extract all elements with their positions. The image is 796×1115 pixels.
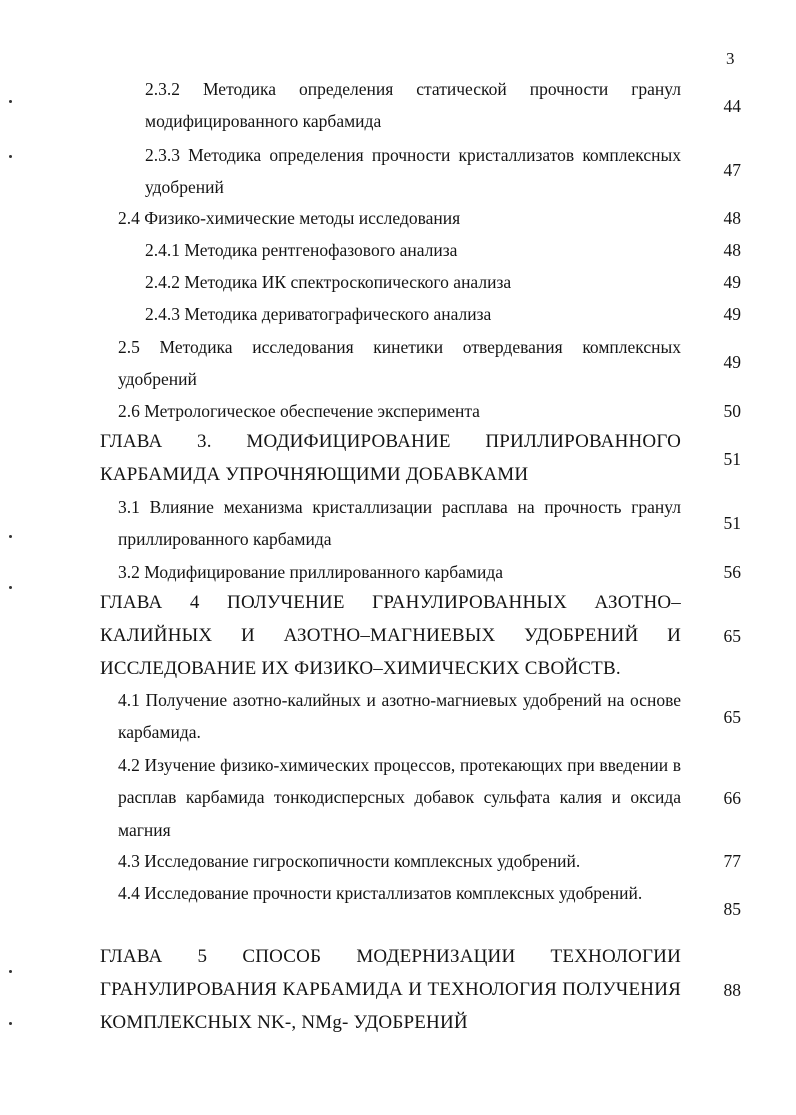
toc-entry-text: 2.5 Методика исследования кинетики отвердевания комплексных удобрений bbox=[118, 337, 681, 390]
toc-chapter-text: ГЛАВА 5 СПОСОБ МОДЕРНИЗАЦИИ ТЕХНОЛОГИИ ГРАНУЛИРОВАНИЯ КАРБАМИДА И ТЕХНОЛОГИЯ ПОЛУЧЕНИЯ КОМПЛЕКСНЫХ NK-, NMg- УДОБРЕНИЙ bbox=[100, 946, 681, 1033]
toc-entry-page: 66 bbox=[723, 788, 741, 808]
toc-entry-page: 65 bbox=[723, 626, 741, 646]
toc-entry-page: 48 bbox=[723, 208, 741, 228]
toc-entry-text: 4.2 Изучение физико-химических процессов, протекающих при введении в расплав карбамида тонкодисперсных добавок сульфата калия и оксида магния bbox=[118, 755, 681, 840]
toc-entry-page: 49 bbox=[723, 304, 741, 324]
toc-entry-page: 49 bbox=[723, 272, 741, 292]
toc-entry-page: 65 bbox=[723, 707, 741, 727]
toc-chapter-text: ГЛАВА 3. МОДИФИЦИРОВАНИЕ ПРИЛЛИРОВАННОГО КАРБАМИДА УПРОЧНЯЮЩИМИ ДОБАВКАМИ bbox=[100, 431, 681, 485]
toc-entry-page: 49 bbox=[723, 352, 741, 372]
scan-speck bbox=[9, 535, 12, 538]
toc-entry-text: 4.3 Исследование гигроскопичности комплексных удобрений. bbox=[118, 851, 581, 871]
toc-entry-page: 48 bbox=[723, 240, 741, 260]
toc-entry-page: 88 bbox=[723, 980, 741, 1000]
scan-speck bbox=[9, 586, 12, 589]
toc-entry-text: 2.6 Метрологическое обеспечение эксперимента bbox=[118, 401, 480, 421]
toc-entry-text: 4.1 Получение азотно-калийных и азотно-магниевых удобрений на основе карбамида. bbox=[118, 690, 681, 743]
scan-speck bbox=[9, 100, 12, 103]
toc-entry-page: 47 bbox=[723, 160, 741, 180]
toc-entry-text: 2.4.2 Методика ИК спектроскопического анализа bbox=[145, 272, 512, 292]
toc-entry-page: 77 bbox=[723, 851, 741, 871]
toc-entry-text: 3.1 Влияние механизма кристаллизации расплава на прочность гранул приллированного карбамида bbox=[118, 497, 681, 550]
scan-speck bbox=[9, 155, 12, 158]
toc-entry-page: 85 bbox=[723, 899, 741, 919]
toc-entry-page: 44 bbox=[723, 96, 741, 116]
toc-entry-text: 4.4 Исследование прочности кристаллизатов комплексных удобрений. bbox=[118, 883, 643, 903]
toc-entry-text: 2.4.3 Методика дериватографического анализа bbox=[145, 304, 492, 324]
toc-entry-page: 56 bbox=[723, 562, 741, 582]
toc-entry-text: 2.3.3 Методика определения прочности кристаллизатов комплексных удобрений bbox=[145, 145, 681, 198]
toc-entry-page: 50 bbox=[723, 401, 741, 421]
toc-entry-page: 51 bbox=[723, 513, 741, 533]
toc-entry-text: 2.3.2 Методика определения статической прочности гранул модифицированного карбамида bbox=[145, 79, 681, 132]
toc-entry-page: 51 bbox=[723, 449, 741, 469]
scan-speck bbox=[9, 1022, 12, 1025]
toc-entry-text: 3.2 Модифицирование приллированного карбамида bbox=[118, 562, 503, 582]
page-number: 3 bbox=[726, 49, 735, 68]
toc-entry-text: 2.4.1 Методика рентгенофазового анализа bbox=[145, 240, 458, 260]
toc-entry-text: 2.4 Физико-химические методы исследования bbox=[118, 208, 461, 228]
toc-chapter-text: ГЛАВА 4 ПОЛУЧЕНИЕ ГРАНУЛИРОВАННЫХ АЗОТНО–КАЛИЙНЫХ И АЗОТНО–МАГНИЕВЫХ УДОБРЕНИЙ И ИССЛЕДОВАНИЕ ИХ ФИЗИКО–ХИМИЧЕСКИХ СВОЙСТВ. bbox=[100, 592, 681, 679]
scan-speck bbox=[9, 970, 12, 973]
